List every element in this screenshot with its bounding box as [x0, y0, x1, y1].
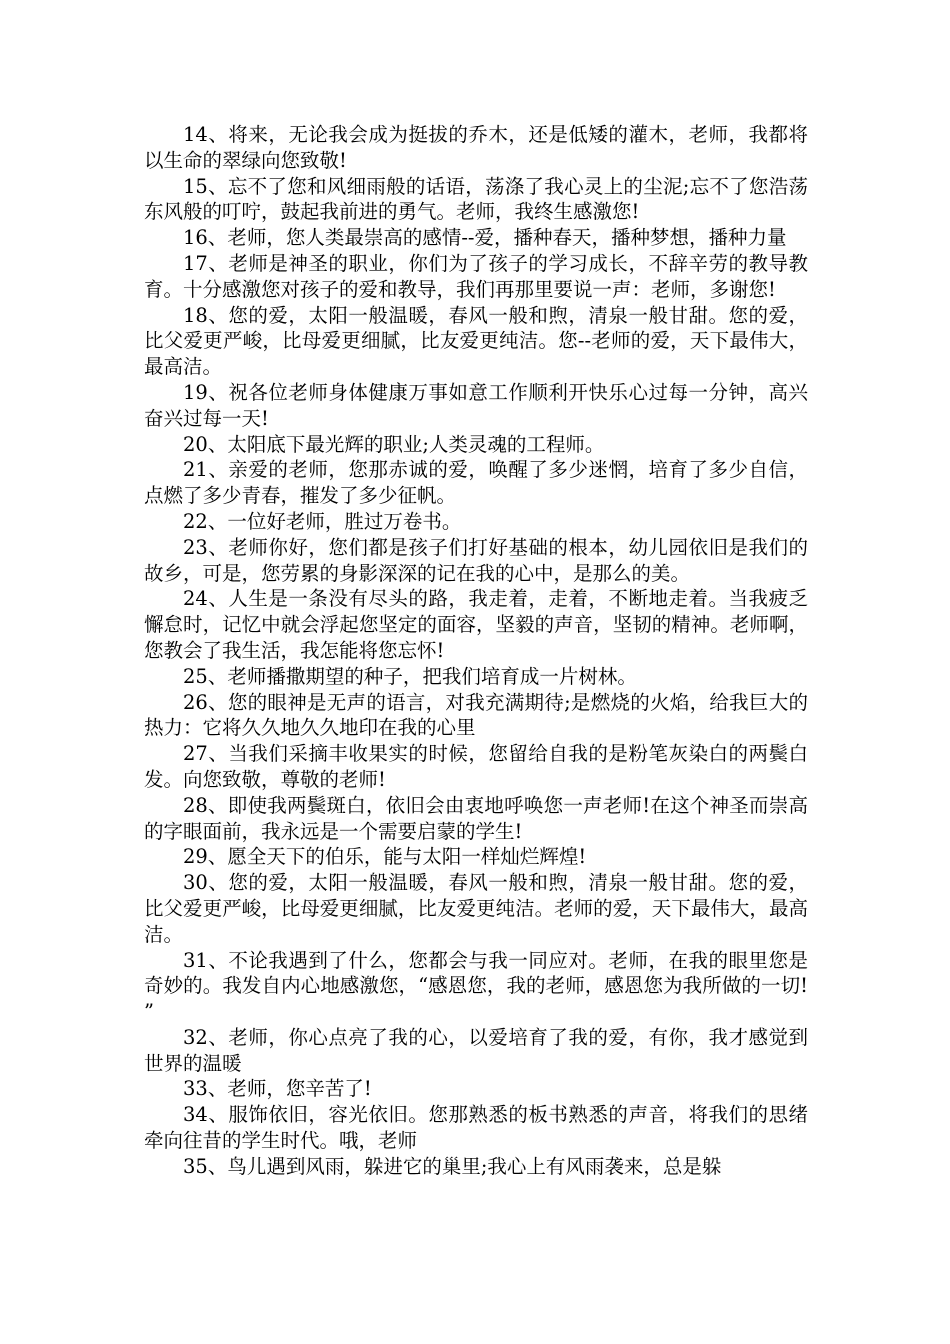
paragraph-21: 21、亲爱的老师，您那赤诚的爱，唤醒了多少迷惘，培育了多少自信，点燃了多少青春，摧发了多少征帆。	[144, 458, 808, 508]
paragraph-15: 15、忘不了您和风细雨般的话语，荡涤了我心灵上的尘泥;忘不了您浩荡东风般的叮咛，鼓起我前进的勇气。老师，我终生感激您!	[144, 174, 808, 224]
paragraph-17: 17、老师是神圣的职业，你们为了孩子的学习成长，不辞辛劳的教导教育。十分感激您对孩子的爱和教导，我们再那里要说一声：老师，多谢您!	[144, 251, 808, 301]
paragraph-20: 20、太阳底下最光辉的职业;人类灵魂的工程师。	[183, 432, 605, 456]
paragraph-27: 27、当我们采摘丰收果实的时候，您留给自我的是粉笔灰染白的两鬓白发。向您致敬，尊敬的老师!	[144, 742, 808, 791]
paragraph-18: 18、您的爱，太阳一般温暖，春风一般和煦，清泉一般甘甜。您的爱，比父爱更严峻，比母爱更细腻，比友爱更纯洁。您--老师的爱，天下最伟大，最高洁。	[144, 303, 808, 379]
paragraph-24: 24、人生是一条没有尽头的路，我走着，走着，不断地走着。当我疲乏懈怠时，记忆中就会浮起您坚定的面容，坚毅的声音，坚韧的精神。老师啊，您教会了我生活，我怎能将您忘怀!	[144, 587, 808, 662]
paragraph-22: 22、一位好老师，胜过万卷书。	[183, 509, 462, 533]
document-body	[144, 122, 808, 1180]
paragraph-26: 26、您的眼神是无声的语言，对我充满期待;是燃烧的火焰，给我巨大的热力：它将久久地久久地印在我的心里	[144, 690, 808, 740]
paragraph-33: 33、老师，您辛苦了!	[183, 1077, 372, 1101]
paragraph-14: 14、将来，无论我会成为挺拔的乔木，还是低矮的灌木，老师，我都将以生命的翠绿向您致敬!	[144, 123, 808, 172]
paragraph-19: 19、祝各位老师身体健康万事如意工作顺利开快乐心过每一分钟，高兴奋兴过每一天!	[144, 380, 808, 430]
paragraph-29: 29、愿全天下的伯乐，能与太阳一样灿烂辉煌!	[183, 845, 587, 869]
paragraph-32: 32、老师，你心点亮了我的心，以爱培育了我的爱，有你，我才感觉到世界的温暖	[144, 1025, 808, 1075]
paragraph-16: 16、老师，您人类最崇高的感情--爱，播种春天，播种梦想，播种力量	[183, 226, 787, 250]
paragraph-35: 35、鸟儿遇到风雨，躲进它的巢里;我心上有风雨袭来，总是躲	[183, 1154, 722, 1178]
paragraph-34: 34、服饰依旧，容光依旧。您那熟悉的板书熟悉的声音，将我们的思绪牵向往昔的学生时代。哦，老师	[144, 1103, 808, 1153]
paragraph-28: 28、即使我两鬓斑白，依旧会由衷地呼唤您一声老师!在这个神圣而崇高的字眼面前，我永远是一个需要启蒙的学生!	[144, 793, 808, 843]
paragraph-25: 25、老师播撒期望的种子，把我们培育成一片树林。	[183, 664, 637, 688]
paragraph-31: 31、不论我遇到了什么，您都会与我一同应对。老师，在我的眼里您是奇妙的。我发自内心地感激您，“感恩您，我的老师，感恩您为我所做的一切!”	[144, 948, 808, 1024]
paragraph-23: 23、老师你好，您们都是孩子们打好基础的根本，幼儿园依旧是我们的故乡，可是，您劳累的身影深深的记在我的心中，是那么的美。	[144, 535, 808, 585]
paragraph-30: 30、您的爱，太阳一般温暖，春风一般和煦，清泉一般甘甜。您的爱，比父爱更严峻，比母爱更细腻，比友爱更纯洁。老师的爱，天下最伟大，最高洁。	[144, 871, 808, 946]
